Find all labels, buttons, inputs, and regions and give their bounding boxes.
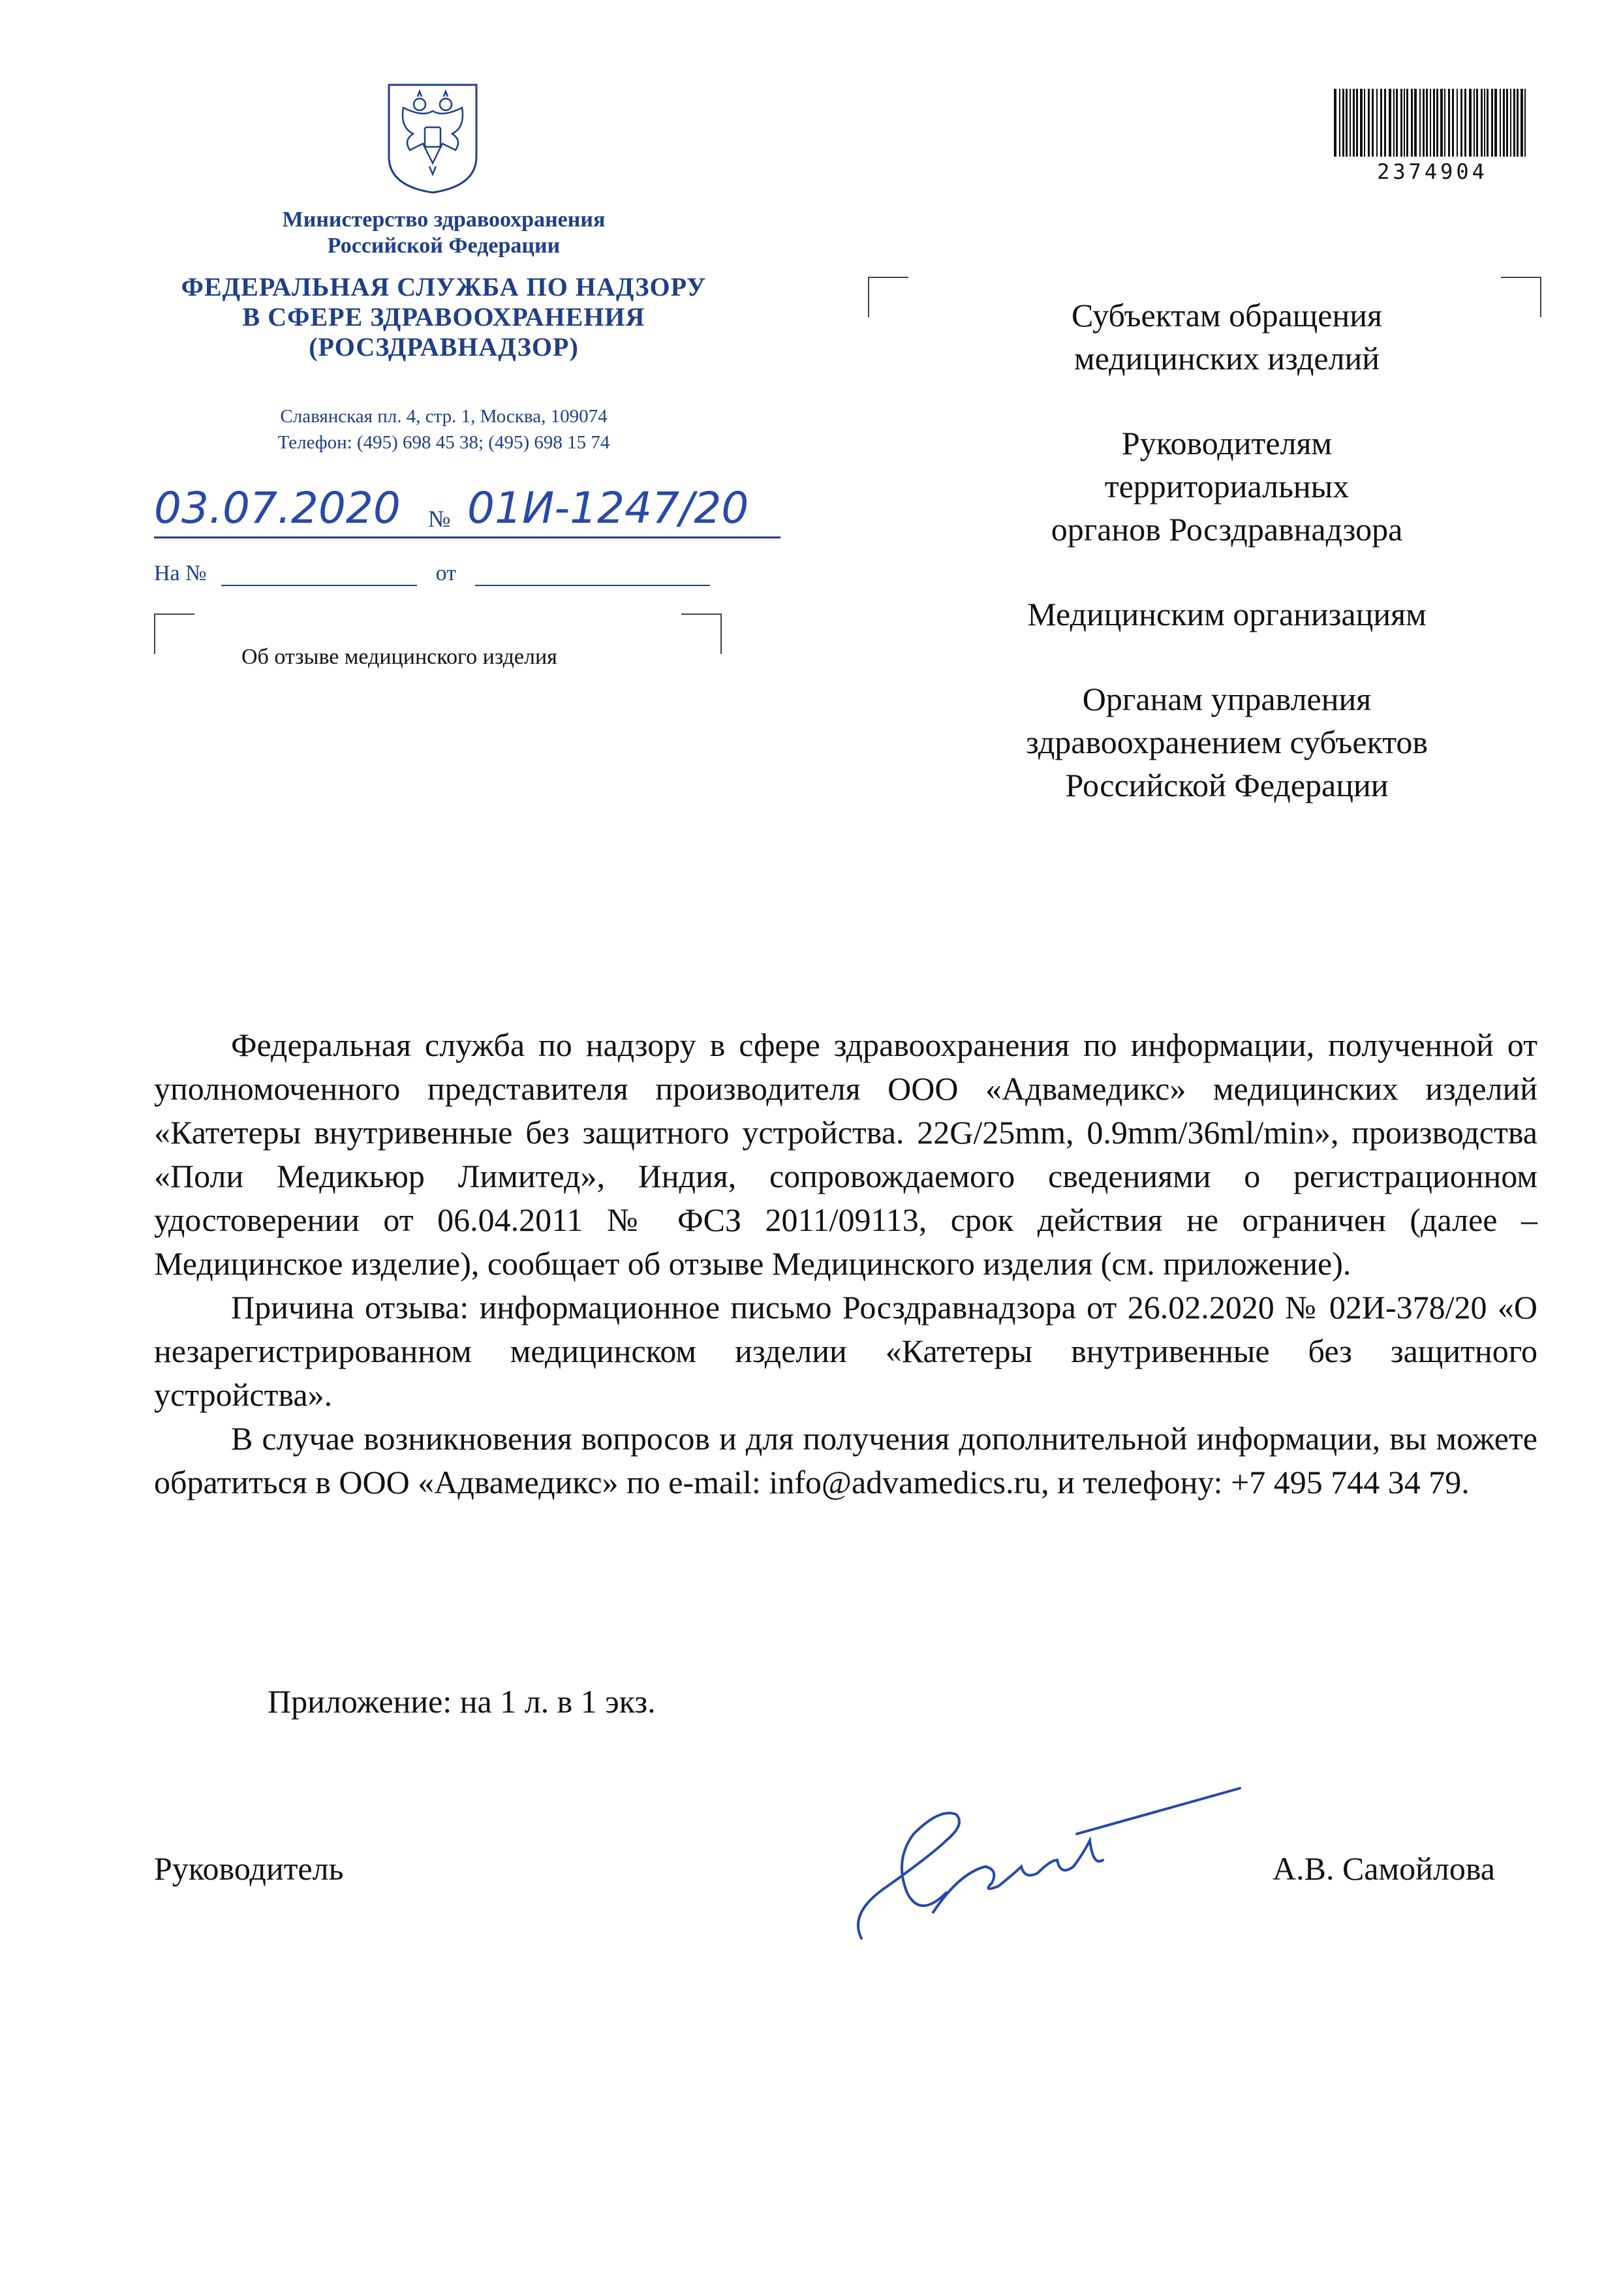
barcode-bar xyxy=(1506,89,1508,157)
body-paragraph: В случае возникновения вопросов и для получения дополнительной информации, вы можете обратиться в ООО «Адвамедикс» по e-mail: info@advamedics.ru, и телефону: +7 495 744 34 79. xyxy=(154,1420,1537,1500)
agency-name-line1: ФЕДЕРАЛЬНАЯ СЛУЖБА ПО НАДЗОРУ xyxy=(181,272,707,302)
barcode-bar xyxy=(1469,89,1472,157)
barcode-bar xyxy=(1487,89,1489,157)
barcode-bar xyxy=(1457,89,1458,157)
agency-name-line2: В СФЕРЕ ЗДРАВООХРАНЕНИЯ xyxy=(242,302,645,332)
attachment-note: Приложение: на 1 л. в 1 экз. xyxy=(268,1683,656,1720)
addressee-group xyxy=(914,677,1540,807)
barcode-bar xyxy=(1342,89,1344,157)
barcode-bar xyxy=(1476,89,1478,157)
subject-corner-left xyxy=(154,613,194,654)
subject-corner-right xyxy=(681,613,722,654)
barcode-bar xyxy=(1440,89,1443,157)
barcode-bar xyxy=(1423,89,1425,157)
barcode-bar xyxy=(1491,89,1493,157)
barcode-bar xyxy=(1433,89,1435,157)
registration-number: 01И-1247/20 xyxy=(467,483,749,533)
barcode-bar xyxy=(1500,89,1501,157)
addressee-line: Медицинским организациям xyxy=(1027,596,1427,632)
barcode-bar xyxy=(1419,89,1421,157)
barcode-bar xyxy=(1430,89,1431,157)
agency-address: Славянская пл. 4, стр. 1, Москва, 109074 xyxy=(280,406,608,427)
barcode-bar xyxy=(1376,89,1378,157)
barcode-bar xyxy=(1380,89,1382,157)
registration-line xyxy=(154,483,807,542)
barcode-bar xyxy=(1364,89,1365,157)
barcode-bar xyxy=(1350,89,1351,157)
barcode-bar xyxy=(1436,89,1438,157)
addressee-group xyxy=(914,422,1540,551)
ot-date-blank xyxy=(475,585,710,586)
barcode-bar xyxy=(1411,89,1413,157)
addressee-group xyxy=(914,294,1540,380)
barcode-bar xyxy=(1517,89,1519,157)
barcode-bar xyxy=(1346,89,1348,157)
registration-underline xyxy=(154,536,780,538)
barcode-bar xyxy=(1384,89,1386,157)
addressee-line: Российской Федерации xyxy=(1065,767,1389,803)
barcode-bar xyxy=(1448,89,1450,157)
barcode-bar xyxy=(1360,89,1363,157)
barcode-bar xyxy=(1484,89,1485,157)
ot-label: от xyxy=(435,561,457,585)
barcode-bar xyxy=(1334,89,1336,157)
registration-date: 03.07.2020 xyxy=(154,483,401,533)
barcode-number: 2374904 xyxy=(1377,159,1488,184)
barcode-bar xyxy=(1464,89,1466,157)
letter-subject: Об отзыве медицинского изделия xyxy=(241,645,557,669)
addressee-line: Органам управления xyxy=(1082,681,1372,717)
barcode-bar xyxy=(1396,89,1398,157)
barcode-bar xyxy=(1368,89,1370,157)
barcode-bar xyxy=(1503,89,1505,157)
barcode-bar xyxy=(1406,89,1408,157)
barcode-bar xyxy=(1494,89,1497,157)
addressee-line: органов Росздравнадзора xyxy=(1051,511,1403,548)
barcode-bar xyxy=(1524,89,1526,157)
addressee-line: Субъектам обращения xyxy=(1072,297,1382,334)
barcode-bar xyxy=(1393,89,1395,157)
na-number-blank xyxy=(221,585,417,586)
barcode-bar xyxy=(1339,89,1340,157)
barcode-bar xyxy=(1372,89,1374,157)
barcode xyxy=(1331,89,1534,157)
barcode-bar xyxy=(1414,89,1417,157)
barcode-bar xyxy=(1356,89,1358,157)
barcode-bar xyxy=(1389,89,1391,157)
agency-phone: Телефон: (495) 698 45 38; (495) 698 15 74 xyxy=(277,432,610,453)
barcode-bar xyxy=(1452,89,1454,157)
addressee-block xyxy=(914,294,1540,848)
barcode-bar xyxy=(1400,89,1402,157)
barcode-bar xyxy=(1460,89,1462,157)
barcode-bar xyxy=(1521,89,1523,157)
coat-of-arms-emblem xyxy=(384,78,482,196)
barcode-bar xyxy=(1404,89,1405,157)
signer-name: А.В. Самойлова xyxy=(1273,1850,1495,1887)
addressee-line: медицинских изделий xyxy=(1073,340,1380,377)
barcode-bar xyxy=(1426,89,1428,157)
barcode-bar xyxy=(1481,89,1483,157)
body-paragraph: Причина отзыва: информационное письмо Росздравнадзора от 26.02.2020 № 02И-378/20 «О незарегистрированном медицинском изделии «Катетеры внутривенные без защитного устройства». xyxy=(154,1289,1537,1413)
barcode-bar xyxy=(1444,89,1445,157)
reference-line xyxy=(154,561,710,586)
addressee-group xyxy=(914,593,1540,636)
barcode-bar xyxy=(1510,89,1511,157)
ministry-name-line2: Российской Федерации xyxy=(327,234,561,258)
handwritten-signature xyxy=(835,1762,1253,1958)
addressee-corner-left xyxy=(868,277,908,317)
number-sign: № xyxy=(428,506,451,532)
addressee-line: Руководителям xyxy=(1121,425,1333,461)
body-paragraph: Федеральная служба по надзору в сфере здравоохранения по информации, полученной от уполномоченного представителя производителя ООО «Адвамедикс» медицинских изделий «Катетеры внутривенные без защитного устройства. 22G/25mm, 0.9mm/36ml/min», производства «Поли Медикьюр Лимитед», Индия, сопровождаемого сведениями о регистрационном удостоверении от 06.04.2011 № ФСЗ 2011/09113, срок действия не ограничен (далее – Медицинское изделие), сообщает об отзыве Медицинского изделия (см. приложение). xyxy=(154,1027,1537,1282)
addressee-line: здравоохранением субъектов xyxy=(1025,724,1428,760)
barcode-bar xyxy=(1513,89,1515,157)
na-label: На № xyxy=(154,561,207,585)
agency-name-line3: (РОСЗДРАВНАДЗОР) xyxy=(309,332,579,362)
barcode-bar xyxy=(1474,89,1475,157)
signer-role: Руководитель xyxy=(154,1850,344,1887)
barcode-bar xyxy=(1353,89,1355,157)
ministry-name-line1: Министерство здравоохранения xyxy=(282,208,606,232)
letter-body xyxy=(154,1023,1537,1504)
addressee-line: территориальных xyxy=(1104,468,1350,504)
